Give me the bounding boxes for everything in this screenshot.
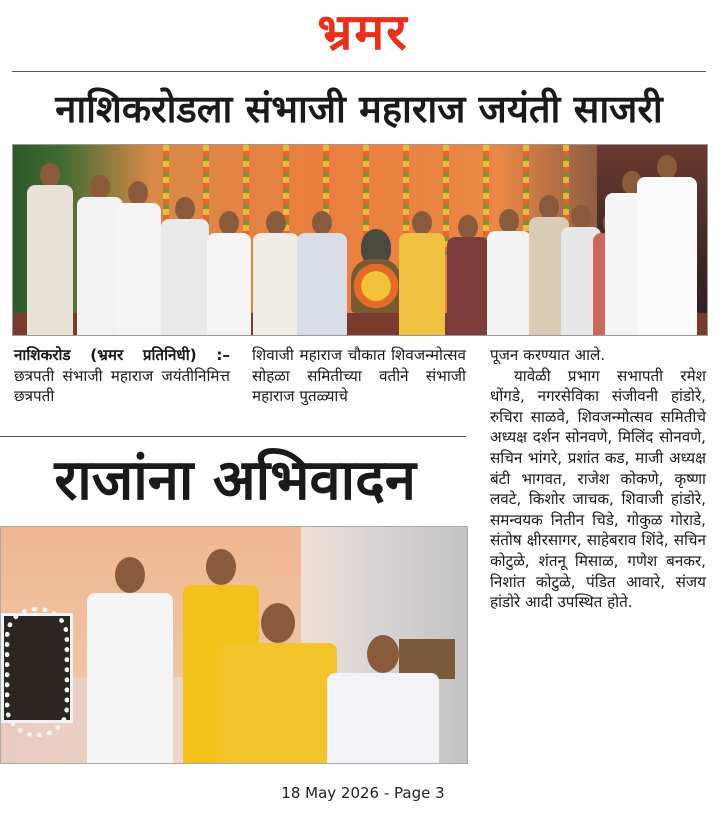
article-dateline: नाशिकरोड (भ्रमर प्रतिनिधी) :– [14,346,230,364]
article-column-1 [14,345,230,407]
article-photo-abhivadan [0,526,468,764]
article-headline: नाशिकरोडला संभाजी महाराज जयंती साजरी [55,87,663,131]
article-column-3-para-1: पूजन करण्यात आले. [490,346,606,364]
article-column-2 [252,345,466,407]
masthead-divider [12,71,706,72]
article-column-3-para-2: यावेळी प्रभाग सभापती रमेश धोंगडे, नगरसेविका संजीवनी हांडोरे, रुचिरा साळवे, शिवजन्मोत्सव समितीचे अध्यक्ष दर्शन सोनवणे, मिलिंद सोनवणे, सचिन भांगरे, प्रशांत कड, माजी अध्यक्ष बंटी भागवत, राजेश कोकणे, कृष्णा लवटे, किशोर जाचक, शिवाजी हांडोरे, समन्वयक नितीन चिडे, गोकुळ गोराडे, संतोष क्षीरसागर, साहेबराव शिंदे, सचिन कोटुळे, शंतनू मिसाळ, गणेश बनकर, निशांत कोटुळे, पंडित आवारे, संजय हांडोरे आदी उपस्थित होते. [490,366,706,612]
second-article-headline-text: राजांना अभिवादन [54,448,416,513]
article-column-3 [490,345,706,613]
section-divider [0,436,466,437]
masthead [0,0,726,66]
article-column-2-text: शिवाजी महाराज चौकात शिवजन्मोत्सव सोहळा समितीच्या वतीने संभाजी महाराज पुतळ्याचे [252,346,466,406]
article-column-1-text: छत्रपती संभाजी महाराज जयंतीनिमित्त छत्रपती [14,366,230,406]
page-footer: 18 May 2026 - Page 3 [281,784,445,802]
article-photo-jayanti [12,144,708,336]
masthead-logo: भ्रमर [317,3,409,61]
second-article-headline [0,445,466,517]
